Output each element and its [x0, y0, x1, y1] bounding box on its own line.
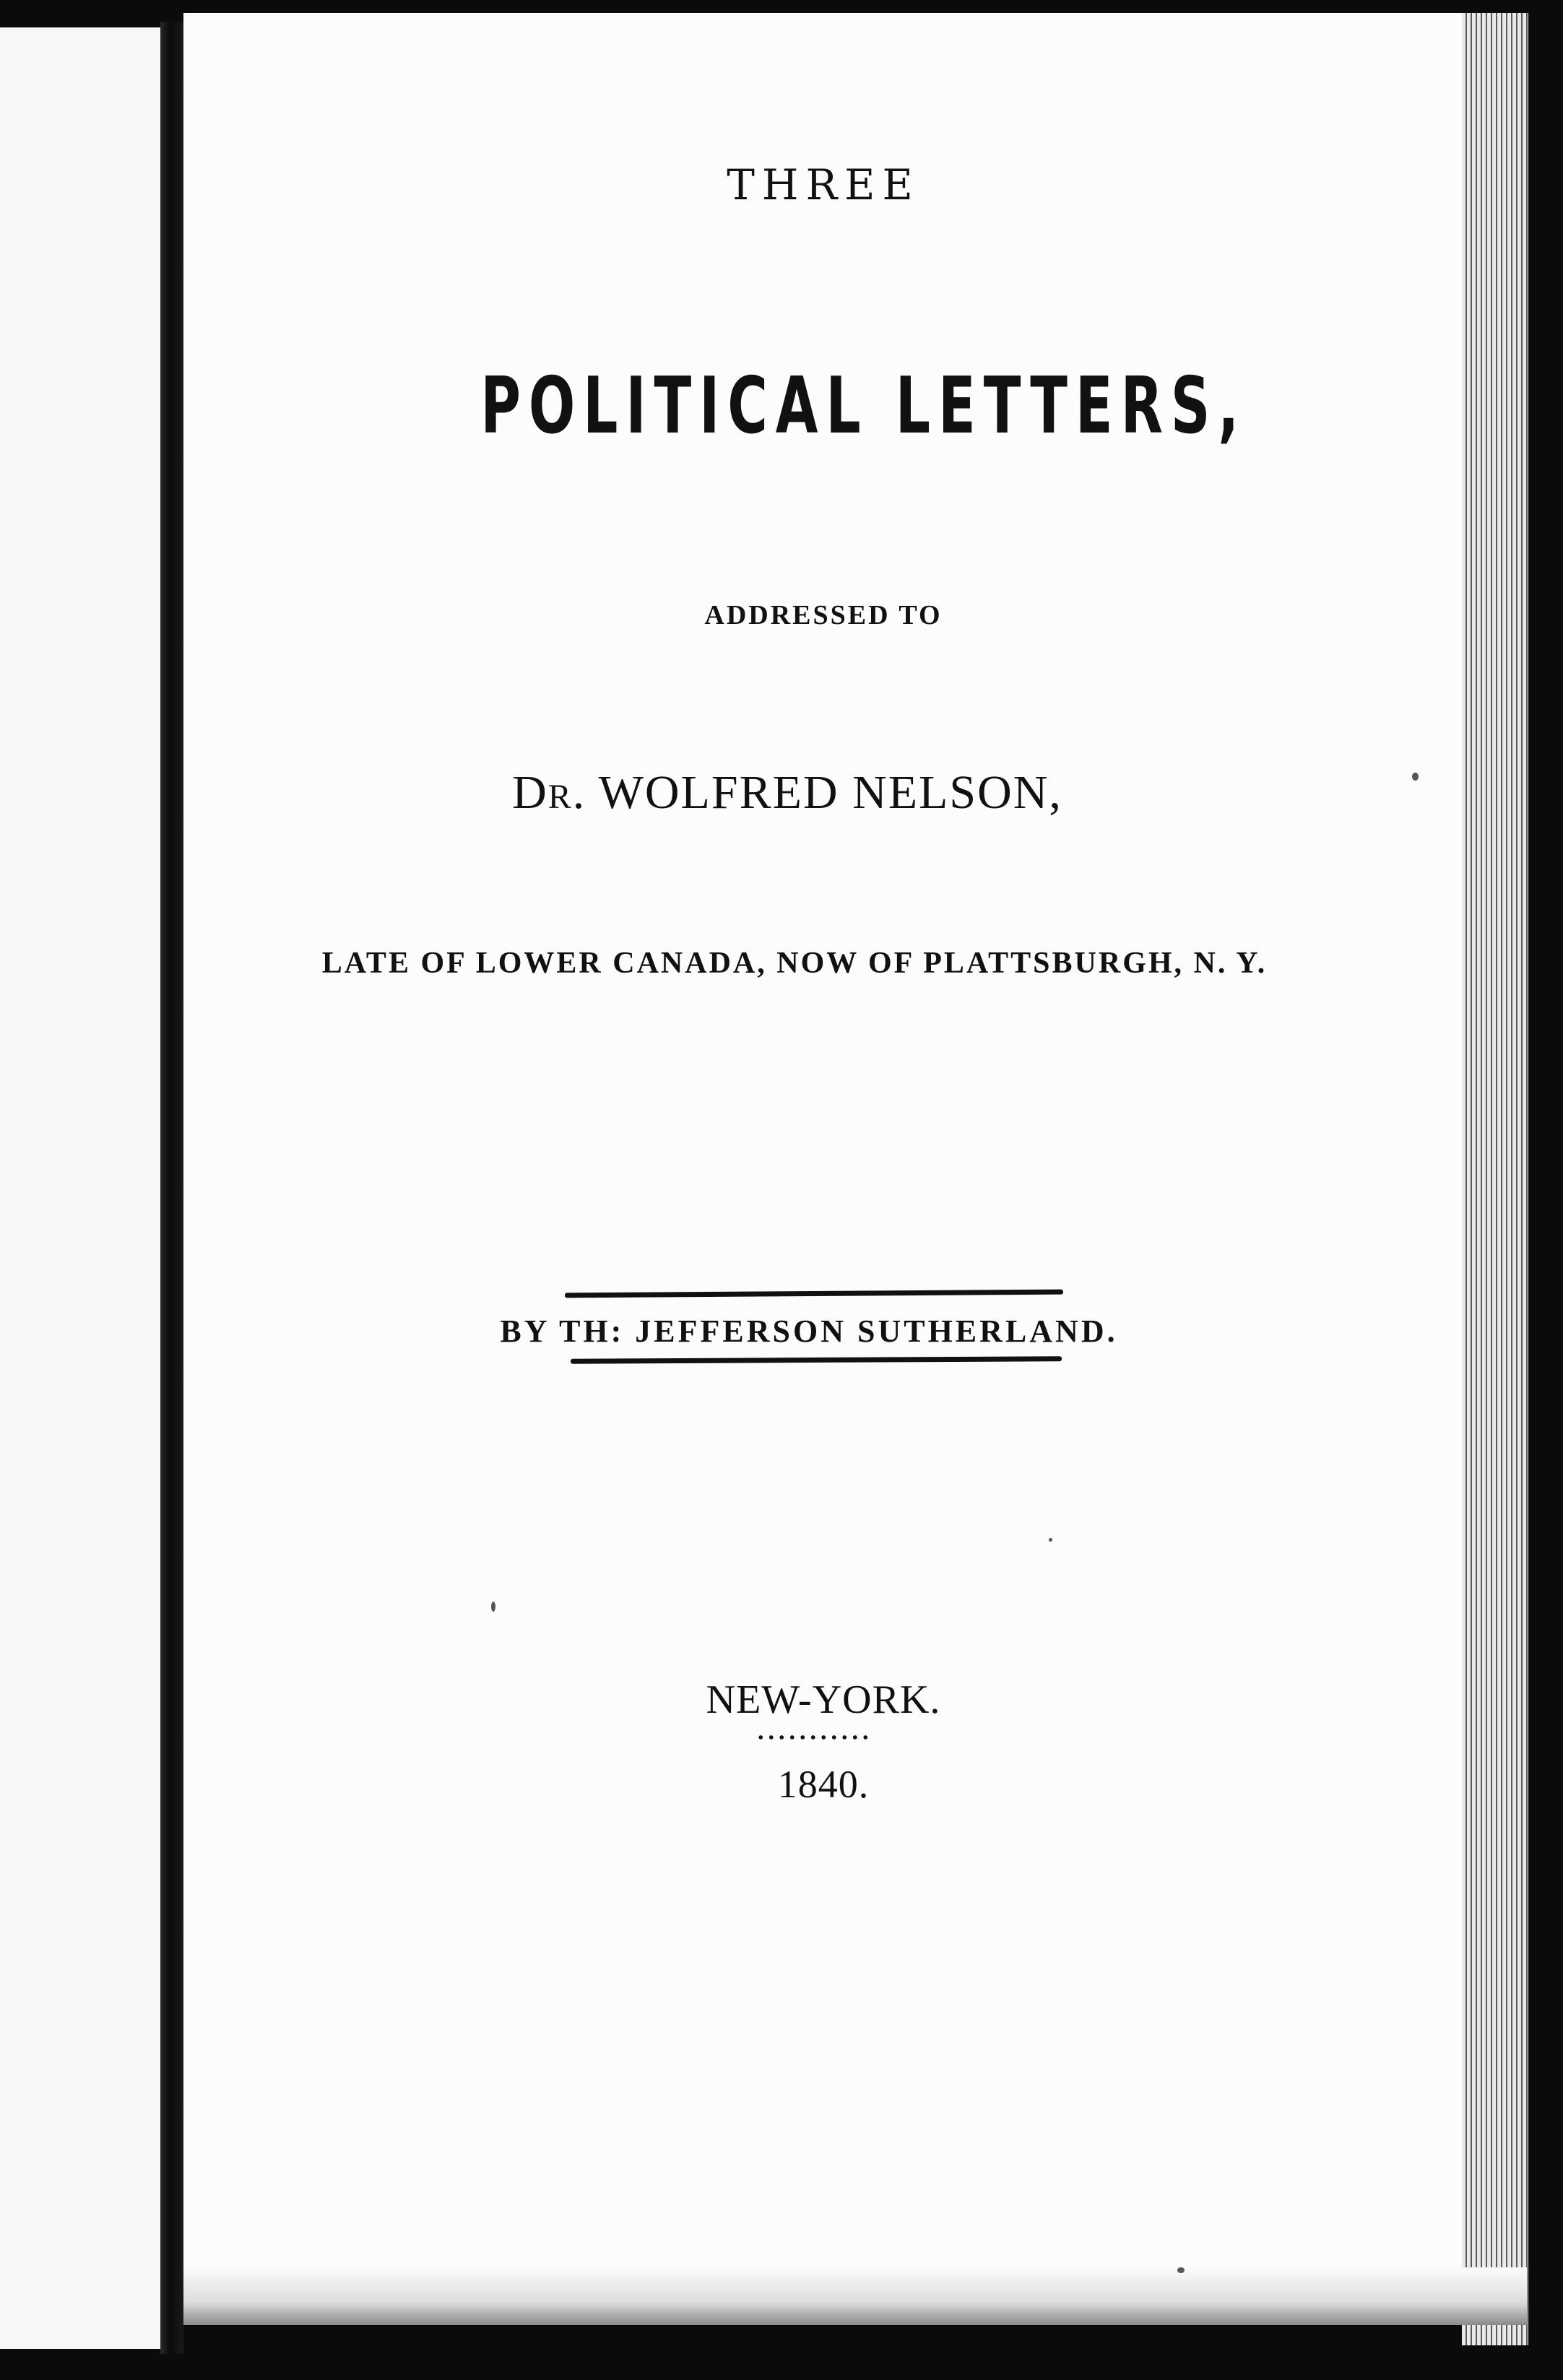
paper-speck	[1412, 773, 1419, 781]
addressed-to-line: ADDRESSED TO	[704, 600, 943, 630]
dedicatee-prefix-end: .	[572, 766, 586, 819]
page-edges	[1462, 13, 1528, 2345]
dedicatee-prefix-rest: R	[547, 778, 573, 816]
dedicatee-line	[462, 765, 1112, 820]
title-main: POLITICAL LETTERS,	[480, 361, 1247, 451]
book-gutter	[160, 22, 183, 2354]
paper-speck	[491, 1602, 495, 1612]
residence-line: LATE OF LOWER CANADA, NOW OF PLATTSBURGH, N. Y.	[321, 947, 1268, 980]
left-facing-page	[0, 27, 160, 2349]
page-bottom-edge	[183, 2267, 1527, 2325]
imprint-year: 1840.	[777, 1763, 870, 1806]
dedicatee-name: WOLFRED NELSON,	[598, 766, 1062, 819]
dotted-rule	[755, 1734, 871, 1740]
title-line-three: THREE	[727, 160, 920, 209]
paper-speck	[1177, 2267, 1185, 2273]
paper-speck	[1049, 1538, 1052, 1542]
dedicatee-prefix-first: D	[512, 766, 548, 819]
imprint-place: NEW-YORK.	[706, 1677, 941, 1722]
title-page	[183, 13, 1462, 2324]
author-byline: BY TH: JEFFERSON SUTHERLAND.	[500, 1313, 1118, 1349]
